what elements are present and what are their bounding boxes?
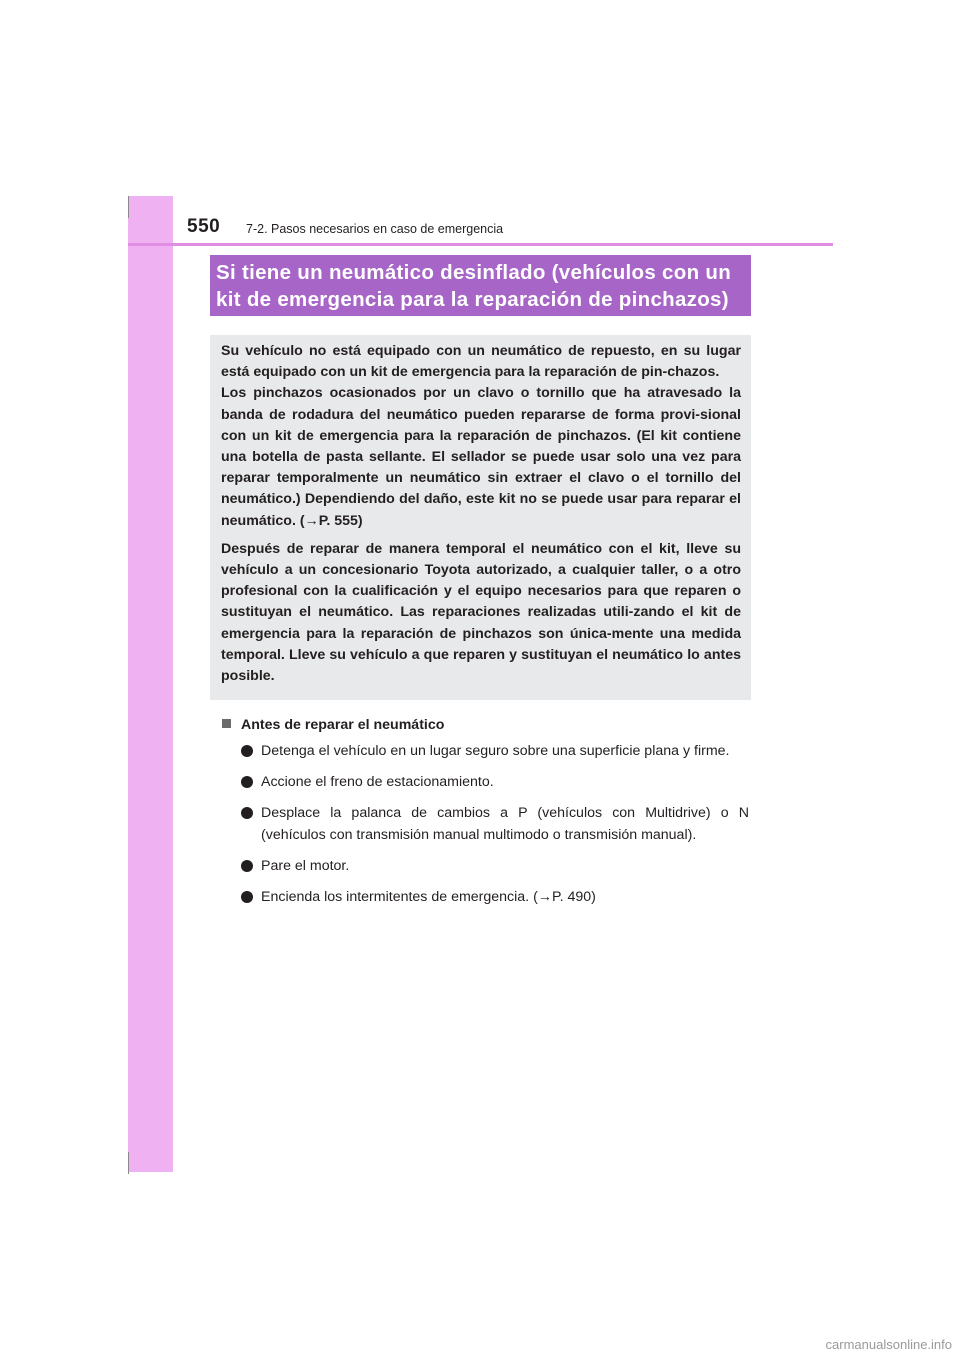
page-number: 550 (187, 216, 221, 237)
heading-line-1: Si tiene un neumático desinflado (vehículos con un (216, 261, 732, 284)
list-item-text: Detenga el vehículo en un lugar seguro sobre una superficie plana y firme. (261, 743, 730, 759)
list-item-text: Accione el freno de estacionamiento. (261, 774, 494, 790)
list-item (241, 771, 749, 793)
dot-bullet-icon (241, 776, 253, 788)
checklist (241, 740, 749, 917)
crop-mark (128, 196, 129, 218)
checklist-heading (222, 715, 444, 735)
dot-bullet-icon (241, 807, 253, 819)
header-divider (128, 243, 833, 246)
list-item-text: Desplace la palanca de cambios a P (vehículos con Multidrive) o N (vehículos con transmisión manual multimodo o transmisión manual). (261, 805, 749, 843)
crop-mark (128, 1152, 129, 1174)
heading-line-2: kit de emergencia para la reparación de pinchazos) (216, 288, 729, 311)
info-paragraph: Después de reparar de manera temporal el neumático con el kit, lleve su vehículo a un concesionario Toyota autorizado, a cualquier taller, o a otro profesional con la cualificación y el equipo necesarios para que reparen o sustituyan el neumático. Las reparaciones realizadas utili-zando el kit de emergencia para la reparación de pinchazos son única-mente una medida temporal. Lleve su vehículo a que reparen y sustituyan el neumático lo antes posible. (221, 540, 741, 685)
site-watermark: carmanualsonline.info (825, 1337, 952, 1352)
list-item (241, 886, 749, 908)
list-item-text: Pare el motor. (261, 858, 350, 874)
dot-bullet-icon (241, 745, 253, 757)
dot-bullet-icon (241, 891, 253, 903)
checklist-heading-text: Antes de reparar el neumático (241, 717, 445, 733)
info-paragraph: Su vehículo no está equipado con un neumático de repuesto, en su lugar está equipado con un kit de emergencia para la reparación de pin-chazos. Los pinchazos ocasionados por un clavo o tornillo que ha atravesado la banda de rodadura del neumático pueden repararse de forma provi-sional con un kit de emergencia para la reparación de pinchazos. (El kit contiene una botella de pasta sellante. El sellador se puede usar solo una vez para reparar temporalmente un neumático sin extraer el clavo o el tornillo del neumático.) Dependiendo del daño, este kit no se puede usar para reparar el neumático. (→P. 555) (221, 343, 741, 529)
list-item (241, 740, 749, 762)
list-item-text: Encienda los intermitentes de emergencia. (→P. 490) (261, 889, 596, 905)
chapter-side-tab (128, 196, 173, 1172)
list-item (241, 802, 749, 846)
info-box (210, 335, 751, 700)
dot-bullet-icon (241, 860, 253, 872)
square-bullet-icon (222, 719, 231, 728)
section-title: 7-2. Pasos necesarios en caso de emergencia (246, 222, 504, 236)
list-item (241, 855, 749, 877)
section-heading-banner (210, 255, 751, 316)
